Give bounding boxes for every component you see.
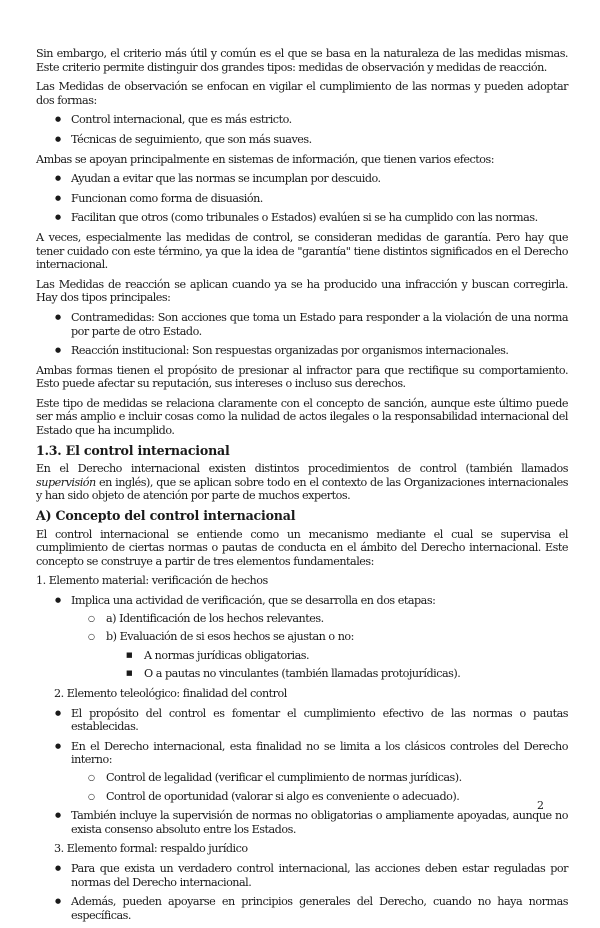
list-item: ○ b) Evaluación de si esos hechos se ajustan o no: ■ A normas jurídicas obligatorias. ■ O a pautas no vinculantes (también llamadas protojurídicas). [71, 630, 568, 681]
list-item: ○ a) Identificación de los hechos relevantes. [71, 612, 568, 626]
list-elemento-material [36, 594, 568, 681]
list-item: ○ Control de legalidad (verificar el cumplimiento de normas jurídicas). [71, 771, 568, 785]
list-item: ■ O a pautas no vinculantes (también llamadas protojurídicas). [106, 667, 568, 681]
paragraph-sancion: Este tipo de medidas se relaciona claramente con el concepto de sanción, aunque este último puede ser más amplio e incluir cosas como la nulidad de actos ilegales o la responsabilidad internacional del Estado que ha incumplido. [36, 396, 568, 438]
element-1-title: 1. Elemento material: verificación de hechos [36, 574, 268, 588]
subsection-heading: A) Concepto del control internacional [36, 508, 296, 524]
paragraph-concepto: El control internacional se entiende como un mecanismo mediante el cual se supervisa el cumplimiento de ciertas normas o pautas de conducta en el ámbito del Derecho internacional. Este concepto se construye a partir de tres elementos fundamentales: [36, 527, 568, 568]
paragraph-sistemas-informacion: Ambas se apoyan principalmente en sistemas de información, que tienen varios efectos: [36, 152, 495, 166]
list-item: ■ A normas jurídicas obligatorias. [106, 649, 568, 663]
sublist-etapas [71, 612, 568, 681]
list-item: ● Ayudan a evitar que las normas se incumplan por descuido. [36, 172, 568, 186]
paragraph-medidas-observacion: Las Medidas de observación se enfocan en vigilar el cumplimiento de las normas y pueden adoptar dos formas: [36, 80, 568, 107]
list-item: ● Facilitan que otros (como tribunales o Estados) evalúen si se ha cumplido con las normas. [36, 211, 568, 225]
paragraph-medidas-reaccion: Las Medidas de reacción se aplican cuando ya se ha producido una infracción y buscan corregirla. Hay dos tipos principales: [36, 277, 568, 305]
list-item: ● Reacción institucional: Son respuestas organizadas por organismos internacionales. [36, 344, 568, 358]
section-heading: 1.3. El control internacional [36, 442, 230, 458]
paragraph-garantia: A veces, especialmente las medidas de control, se consideran medidas de garantía. Pero hay que tener cuidado con este término, ya que la idea de "garantía" tiene distintos significados en el Derecho internacional. [36, 230, 568, 272]
list-item: ● Para que exista un verdadero control internacional, las acciones deben estar reguladas por normas del Derecho internacional. [36, 862, 568, 889]
sublist-controles [71, 771, 568, 803]
paragraph-criterio: Sin embargo, el criterio más útil y común es el que se basa en la naturaleza de las medidas mismas. Este criterio permite distinguir dos grandes tipos: medidas de observación y medidas de reacción. [36, 47, 568, 74]
sublist-normas [106, 649, 568, 681]
list-tipos-reaccion [36, 311, 568, 358]
paragraph-proposito: Ambas formas tienen el propósito de presionar al infractor para que rectifique su comportamiento. Esto puede afectar su reputación, sus intereses o incluso sus derechos. [36, 363, 568, 391]
list-item: ● Control internacional, que es más estricto. [36, 113, 568, 127]
list-item: ● Funcionan como forma de disuasión. [36, 192, 568, 206]
element-3-title: 3. Elemento formal: respaldo jurídico [54, 842, 248, 856]
emphasis-supervision: supervisión [36, 475, 96, 489]
list-item: ● Técnicas de seguimiento, que son más suaves. [36, 133, 568, 147]
list-elemento-teleologico [36, 707, 568, 837]
list-item: ● El propósito del control es fomentar el cumplimiento efectivo de las normas o pautas establecidas. [36, 707, 568, 734]
list-item: ● También incluye la supervisión de normas no obligatorias o ampliamente apoyadas, aunque no exista consenso absoluto entre los Estados. [36, 809, 568, 836]
document-page [36, 47, 568, 928]
page-number: 2 [537, 799, 544, 812]
list-item: ● Implica una actividad de verificación, que se desarrolla en dos etapas: ○ a) Identificación de los hechos relevantes. ○ b) Evaluación de si esos hechos se ajustan o no: ■ A normas jurídicas obligatorias. ■ O a pautas no vinculantes (también llamadas protojurídicas). [36, 594, 568, 681]
paragraph-intro-control: En el Derecho internacional existen distintos procedimientos de control (también llamados supervisión en inglés), que se aplican sobre todo en el contexto de las Organizaciones internacionales y han sido objeto de atención por parte de muchos expertos. [36, 462, 568, 503]
list-item: ● En el Derecho internacional, esta finalidad no se limita a los clásicos controles del Derecho interno: ○ Control de legalidad (verificar el cumplimiento de normas jurídicas). ○ Control de oportunidad (valorar si algo es conveniente o adecuado). [36, 740, 568, 803]
list-item: ● Además, pueden apoyarse en principios generales del Derecho, cuando no haya normas específicas. [36, 895, 568, 922]
list-efectos [36, 172, 568, 225]
list-item: ● Contramedidas: Son acciones que toma un Estado para responder a la violación de una norma por parte de otro Estado. [36, 311, 568, 338]
list-formas-observacion [36, 113, 568, 146]
element-2-title: 2. Elemento teleológico: finalidad del control [54, 686, 287, 700]
list-elemento-formal [36, 862, 568, 922]
list-item: ○ Control de oportunidad (valorar si algo es conveniente o adecuado). [71, 790, 568, 804]
